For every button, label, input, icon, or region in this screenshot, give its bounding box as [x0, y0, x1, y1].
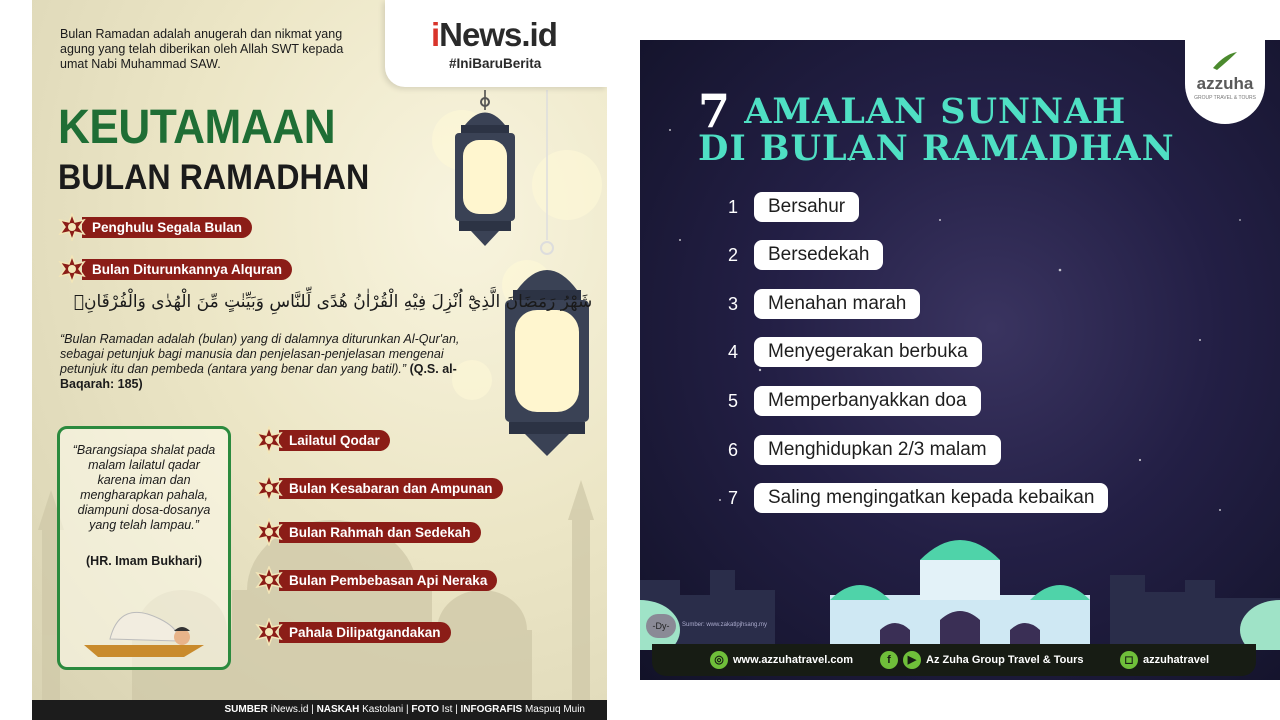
- verse-translation: [60, 332, 470, 392]
- list-item-label: Bulan Kesabaran dan Ampunan: [279, 478, 503, 499]
- list-item-number: 4: [728, 341, 739, 362]
- credit-key: NASKAH: [316, 704, 360, 715]
- list-item-number: 5: [728, 390, 739, 411]
- instagram-link[interactable]: [1120, 644, 1209, 676]
- page-subtitle: DI BULAN RAMADHAN: [698, 128, 1175, 169]
- azzuha-logo: [1185, 40, 1265, 124]
- social-text: Az Zuha Group Travel & Tours: [926, 654, 1084, 666]
- list-item-label: Bulan Diturunkannya Alquran: [82, 259, 292, 280]
- hadith-box: [57, 426, 231, 670]
- page-title: [698, 80, 1127, 138]
- star-ornament-icon: [255, 426, 283, 454]
- inews-logo: [431, 16, 557, 54]
- list-item-number: 7: [728, 487, 739, 508]
- list-item-label: Menahan marah: [754, 289, 920, 319]
- verse-reference: (Q.S. al-Baqarah: 185): [60, 362, 457, 391]
- praying-person-illustration: [80, 579, 208, 659]
- list-item-number: 3: [728, 293, 739, 314]
- list-item-label: Memperbanyakkan doa: [754, 386, 981, 416]
- website-link[interactable]: [710, 644, 853, 676]
- star-ornament-icon: [58, 213, 86, 241]
- azzuha-logo-subtext: GROUP TRAVEL & TOURS: [1194, 95, 1256, 101]
- list-item: [728, 239, 883, 271]
- star-ornament-icon: [255, 618, 283, 646]
- logo-i: i: [431, 16, 440, 53]
- list-item-number: 6: [728, 439, 739, 460]
- credit-value: Maspuq Muin: [524, 704, 585, 715]
- credits-footer: SUMBER iNews.id | NASKAH Kastolani | FOTO Ist | INFOGRAFIS Maspuq Muin: [32, 700, 607, 720]
- list-item: [728, 191, 859, 223]
- social-link[interactable]: [880, 644, 1083, 676]
- website-text: www.azzuhatravel.com: [733, 654, 854, 666]
- list-item-label: Bulan Pembebasan Api Neraka: [279, 570, 497, 591]
- list-item: [728, 385, 981, 417]
- hadith-text: “Barangsiapa shalat pada malam lailatul qadar karena iman dan mengharapkan pahala, diampuni dosa-dosanya yang telah lampau.”: [72, 443, 216, 532]
- list-item-label: Bersedekah: [754, 240, 883, 270]
- list-item-label: Lailatul Qodar: [279, 430, 390, 451]
- list-item-label: Menghidupkan 2/3 malam: [754, 435, 1001, 465]
- list-item-label: Penghulu Segala Bulan: [82, 217, 252, 238]
- author-badge: -Dy-: [646, 614, 676, 638]
- logo-hashtag: #IniBaruBerita: [449, 56, 542, 71]
- instagram-icon: ◻: [1120, 651, 1138, 669]
- list-item-number: 2: [728, 244, 739, 265]
- intro-text: Bulan Ramadan adalah anugerah dan nikmat yang agung yang telah diberikan oleh Allah SWT kepada umat Nabi Muhammad SAW.: [60, 27, 344, 71]
- list-item: [58, 257, 292, 281]
- logo-rest: News.id: [439, 16, 557, 53]
- list-item: [255, 568, 497, 592]
- list-item: [728, 288, 920, 320]
- verse-text: “Bulan Ramadan adalah (bulan) yang di dalamnya diturunkan Al-Qur'an, sebagai petunjuk bagi manusia dan penjelasan-penjelasan mengenai petunjuk itu dan pembeda (antara yang benar dan yang batil).”: [60, 332, 460, 376]
- list-item: [728, 336, 982, 368]
- list-item: [255, 620, 451, 644]
- credit-key: SUMBER: [224, 704, 268, 715]
- page-title: KEUTAMAAN: [58, 101, 336, 154]
- list-item: [255, 428, 390, 452]
- infographic-keutamaan: [32, 0, 607, 720]
- inews-logo-box: [385, 0, 607, 87]
- star-ornament-icon: [255, 474, 283, 502]
- youtube-icon: ▶: [903, 651, 921, 669]
- list-item: [728, 434, 1001, 466]
- instagram-text: azzuhatravel: [1143, 654, 1210, 666]
- globe-icon: ◎: [710, 651, 728, 669]
- page-subtitle: BULAN RAMADHAN: [58, 158, 370, 197]
- source-note: Sumber: www.zakatlpjhsang.my: [682, 622, 768, 628]
- credit-value: Kastolani: [362, 704, 404, 715]
- credit-value: Ist: [441, 704, 453, 715]
- credit-key: INFOGRAFIS: [460, 704, 523, 715]
- list-item-label: Bersahur: [754, 192, 859, 222]
- arabic-verse: شَهْرُ رَمَضَانَ الَّذِيْٓ اُنْزِلَ فِيْهِ الْقُرْاٰنُ هُدًى لِّلنَّاسِ وَبَيِّنٰتٍ مِّنَ الْهُدٰى وَالْفُرْقَانِۚ: [73, 292, 593, 312]
- list-item-label: Pahala Dilipatgandakan: [279, 622, 451, 643]
- plane-logo-icon: [1211, 50, 1239, 72]
- title-line-1: AMALAN SUNNAH: [744, 91, 1127, 132]
- star-ornament-icon: [255, 518, 283, 546]
- mosque-skyline: [640, 520, 1280, 650]
- infographic-amalan-sunnah: [640, 40, 1280, 680]
- credit-key: FOTO: [411, 704, 440, 715]
- star-ornament-icon: [255, 566, 283, 594]
- contact-footer: [652, 644, 1256, 676]
- list-item-label: Menyegerakan berbuka: [754, 337, 982, 367]
- star-ornament-icon: [58, 255, 86, 283]
- list-item: [255, 476, 503, 500]
- credit-value: iNews.id: [270, 704, 309, 715]
- list-item-label: Saling mengingatkan kepada kebaikan: [754, 483, 1108, 513]
- title-number: 7: [698, 84, 732, 138]
- azzuha-logo-text: azzuha: [1196, 74, 1254, 93]
- list-item-label: Bulan Rahmah dan Sedekah: [279, 522, 481, 543]
- hadith-reference: (HR. Imam Bukhari): [86, 554, 202, 568]
- list-item: [255, 520, 481, 544]
- lantern-illustration: [447, 90, 607, 470]
- list-item: [58, 215, 252, 239]
- list-item: [728, 482, 1108, 514]
- facebook-icon: f: [880, 651, 898, 669]
- list-item-number: 1: [728, 196, 739, 217]
